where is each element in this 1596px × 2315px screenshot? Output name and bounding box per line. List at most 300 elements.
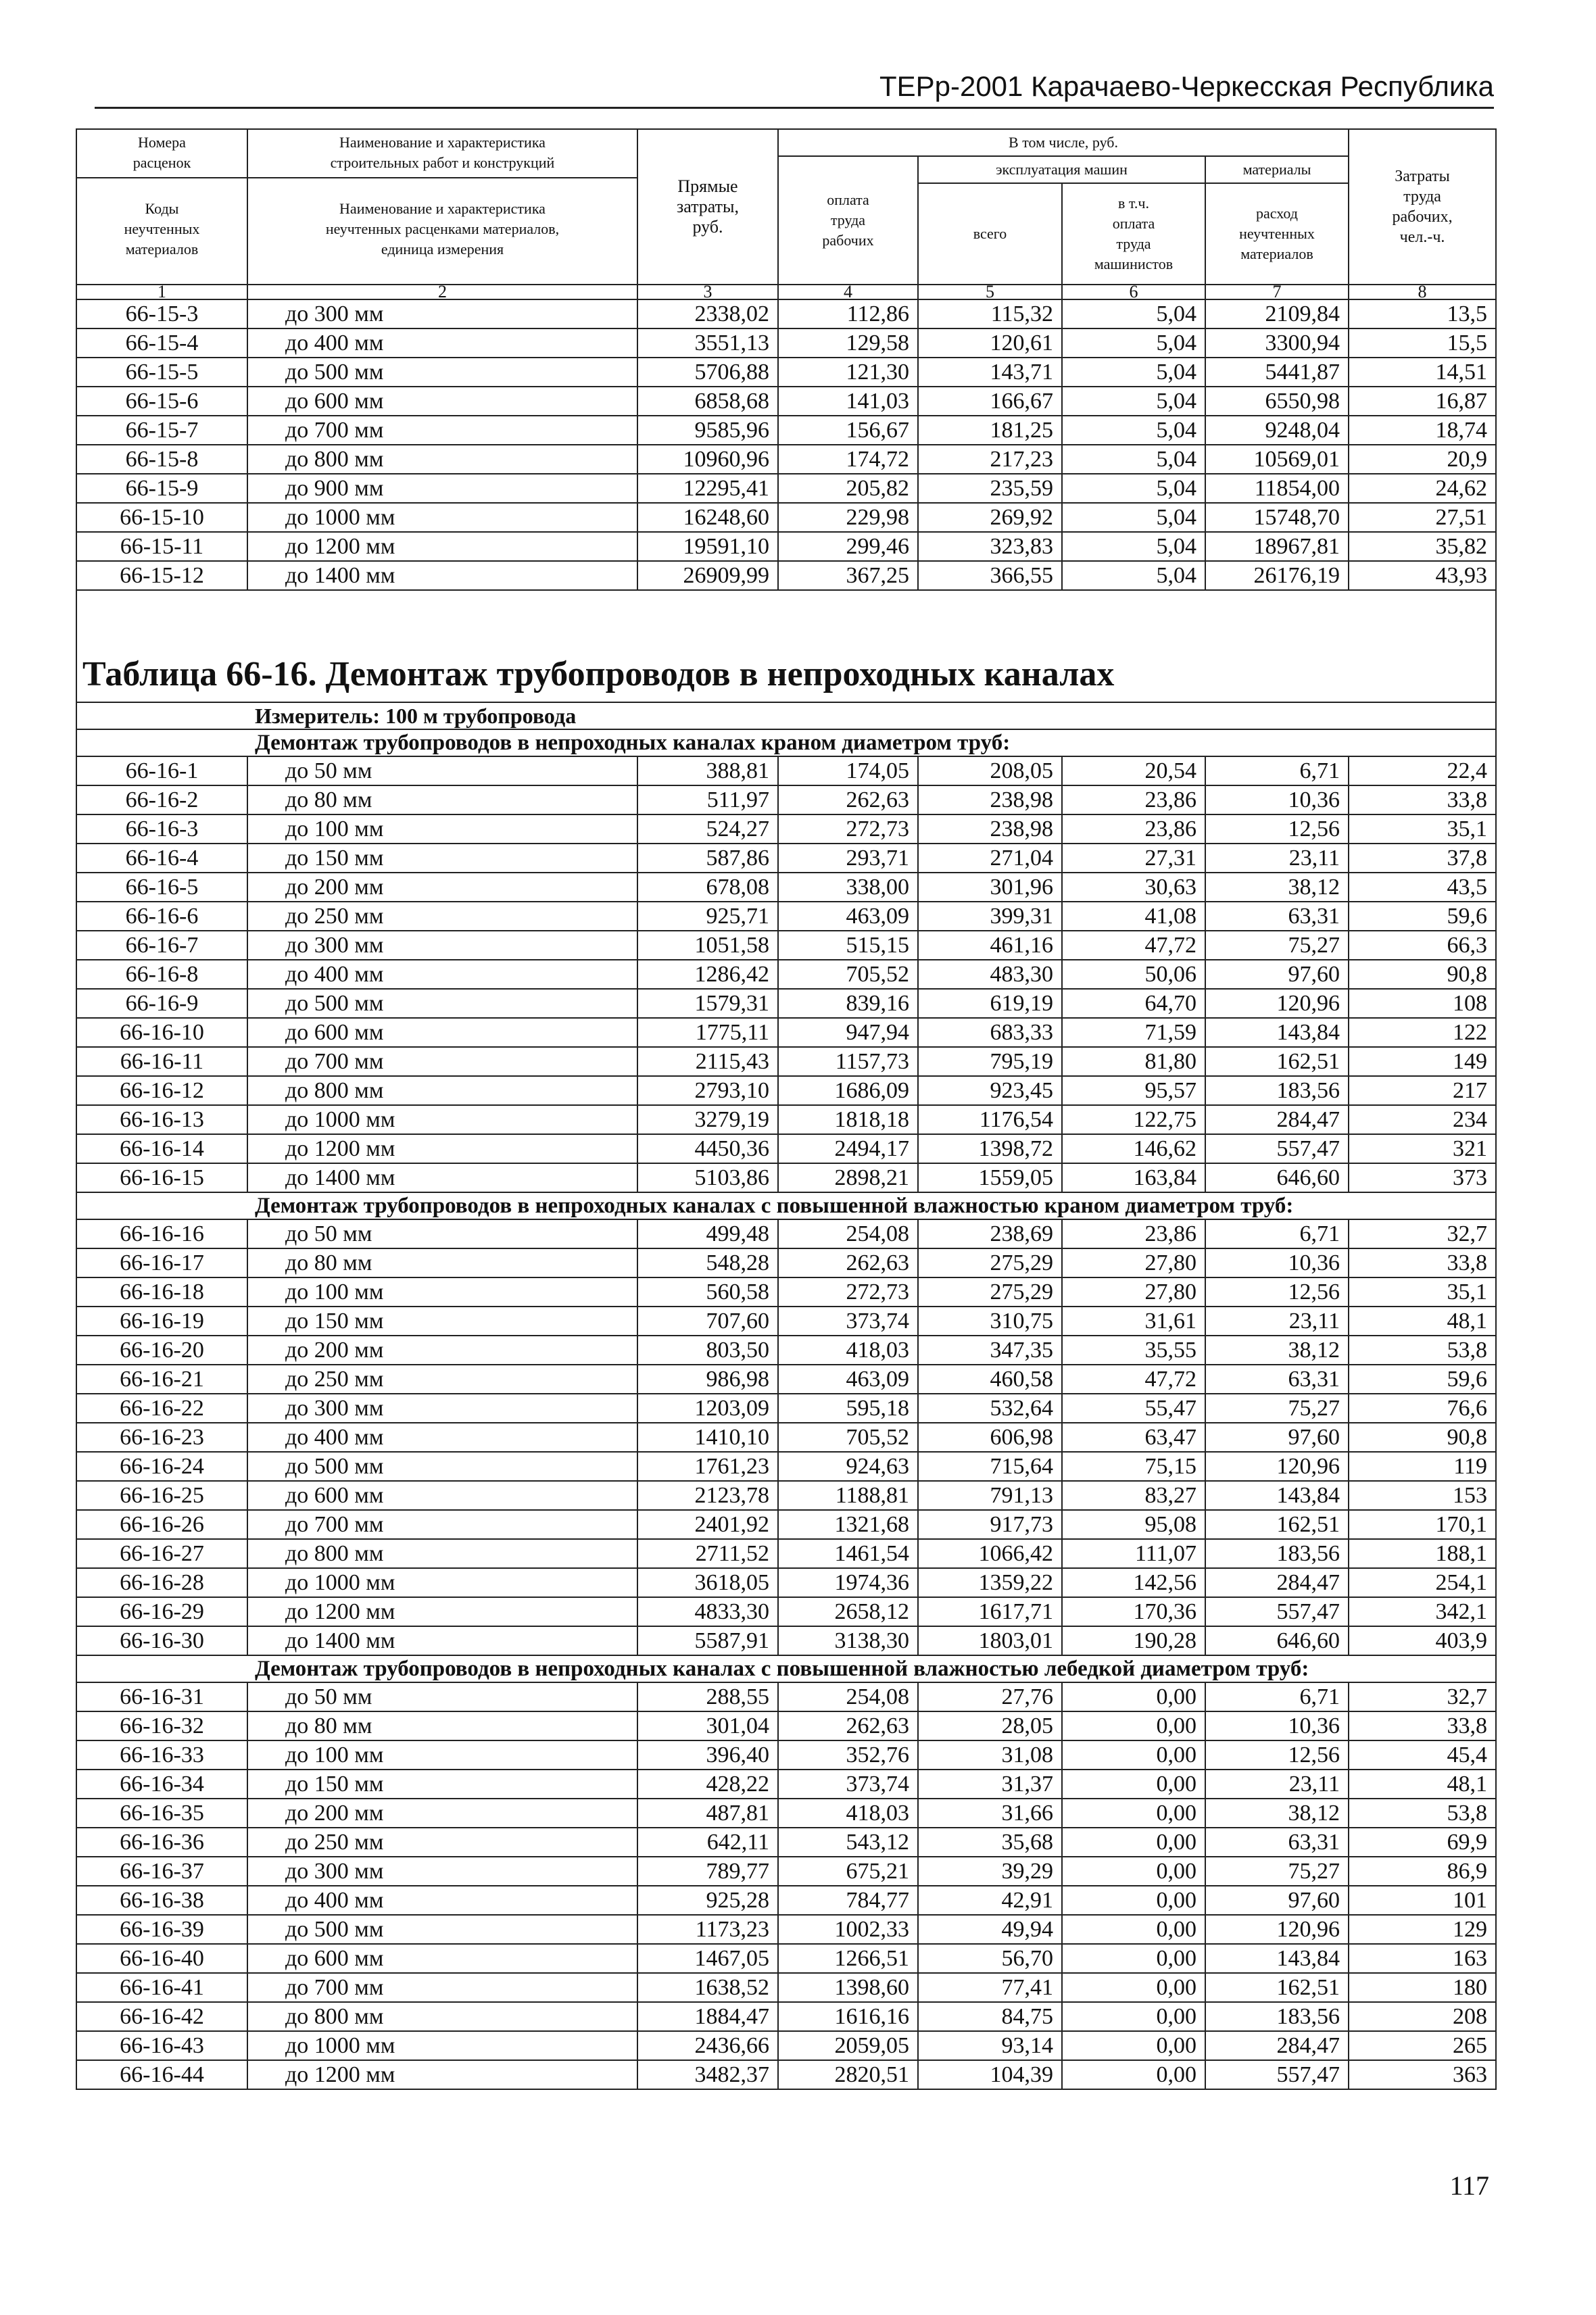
table-cell: 0,00 bbox=[1062, 1682, 1205, 1711]
table-row bbox=[76, 299, 1496, 328]
table-cell: 162,51 bbox=[1205, 1973, 1349, 2002]
table-cell: 284,47 bbox=[1205, 1568, 1349, 1597]
table-cell: 31,37 bbox=[918, 1770, 1062, 1799]
table-cell: 76,6 bbox=[1349, 1394, 1496, 1423]
table-cell: 619,19 bbox=[918, 989, 1062, 1018]
table-cell: 97,60 bbox=[1205, 960, 1349, 989]
table-cell: 66-15-6 bbox=[76, 387, 247, 416]
table-cell: 1461,54 bbox=[778, 1539, 918, 1568]
table-cell: 66-15-3 bbox=[76, 299, 247, 328]
table-cell: 2109,84 bbox=[1205, 299, 1349, 328]
table-cell: 69,9 bbox=[1349, 1828, 1496, 1857]
table-cell: 156,67 bbox=[778, 416, 918, 445]
table-cell: до 1400 мм bbox=[247, 561, 637, 590]
table-cell: 1188,81 bbox=[778, 1481, 918, 1510]
section-heading-row bbox=[76, 1192, 1496, 1219]
table-cell: до 250 мм bbox=[247, 1365, 637, 1394]
table-row bbox=[76, 902, 1496, 931]
table-cell: 66-16-3 bbox=[76, 814, 247, 844]
table-row bbox=[76, 387, 1496, 416]
table-cell: 33,8 bbox=[1349, 785, 1496, 814]
table-cell: 1051,58 bbox=[637, 931, 778, 960]
table-cell: 1579,31 bbox=[637, 989, 778, 1018]
table-cell: 42,91 bbox=[918, 1886, 1062, 1915]
table-cell: 5,04 bbox=[1062, 474, 1205, 503]
header-labor-cost: Затраты труда рабочих, чел.-ч. bbox=[1349, 129, 1496, 285]
table-row bbox=[76, 1626, 1496, 1655]
table-cell: 66-15-10 bbox=[76, 503, 247, 532]
table-row bbox=[76, 960, 1496, 989]
table-cell: 101 bbox=[1349, 1886, 1496, 1915]
table-cell: 108 bbox=[1349, 989, 1496, 1018]
table-cell: до 150 мм bbox=[247, 844, 637, 873]
table-cell: до 600 мм bbox=[247, 1481, 637, 1510]
table-cell: 5,04 bbox=[1062, 328, 1205, 358]
table-cell: до 1000 мм bbox=[247, 2031, 637, 2060]
table-cell: 66-15-8 bbox=[76, 445, 247, 474]
table-cell: 162,51 bbox=[1205, 1510, 1349, 1539]
table-cell: 9585,96 bbox=[637, 416, 778, 445]
table-row bbox=[76, 2060, 1496, 2089]
table-cell: 1559,05 bbox=[918, 1163, 1062, 1192]
table-cell: 26909,99 bbox=[637, 561, 778, 590]
measure-unit-row bbox=[76, 702, 1496, 729]
table-cell: 272,73 bbox=[778, 814, 918, 844]
table-cell: 208 bbox=[1349, 2002, 1496, 2031]
table-cell: 66-16-17 bbox=[76, 1248, 247, 1277]
table-cell: до 1400 мм bbox=[247, 1163, 637, 1192]
table-cell: 66-16-18 bbox=[76, 1277, 247, 1307]
table-cell: 5,04 bbox=[1062, 416, 1205, 445]
table-cell: 31,08 bbox=[918, 1740, 1062, 1770]
table-cell: 93,14 bbox=[918, 2031, 1062, 2060]
section-heading: Демонтаж трубопроводов в непроходных каналах с повышенной влажностью лебедкой диаметром труб: bbox=[76, 1655, 1496, 1682]
table-cell: 0,00 bbox=[1062, 2002, 1205, 2031]
table-cell: 925,28 bbox=[637, 1886, 778, 1915]
table-cell: 66-16-36 bbox=[76, 1828, 247, 1857]
table-cell: 66-16-16 bbox=[76, 1219, 247, 1248]
table-cell: до 400 мм bbox=[247, 960, 637, 989]
table-cell: 66-16-1 bbox=[76, 756, 247, 785]
table-cell: 66-16-39 bbox=[76, 1915, 247, 1944]
table-cell: 45,4 bbox=[1349, 1740, 1496, 1770]
table-cell: 66-16-6 bbox=[76, 902, 247, 931]
table-cell: 66-16-38 bbox=[76, 1886, 247, 1915]
table-cell: до 250 мм bbox=[247, 902, 637, 931]
table-cell: до 500 мм bbox=[247, 358, 637, 387]
table-row bbox=[76, 1134, 1496, 1163]
table-cell: 924,63 bbox=[778, 1452, 918, 1481]
table-cell: 347,35 bbox=[918, 1336, 1062, 1365]
table-row bbox=[76, 358, 1496, 387]
table-row bbox=[76, 931, 1496, 960]
table-cell: 30,63 bbox=[1062, 873, 1205, 902]
table-cell: 12,56 bbox=[1205, 814, 1349, 844]
table-cell: 3618,05 bbox=[637, 1568, 778, 1597]
table-cell: 33,8 bbox=[1349, 1248, 1496, 1277]
table-cell: 66-16-7 bbox=[76, 931, 247, 960]
table-cell: 111,07 bbox=[1062, 1539, 1205, 1568]
table-cell: 5103,86 bbox=[637, 1163, 778, 1192]
table-cell: 1066,42 bbox=[918, 1539, 1062, 1568]
table-row bbox=[76, 873, 1496, 902]
table-cell: до 300 мм bbox=[247, 1394, 637, 1423]
table-cell: 460,58 bbox=[918, 1365, 1062, 1394]
table-cell: 784,77 bbox=[778, 1886, 918, 1915]
table-cell: 299,46 bbox=[778, 532, 918, 561]
table-cell: 675,21 bbox=[778, 1857, 918, 1886]
table-cell: 120,96 bbox=[1205, 1452, 1349, 1481]
table-cell: 543,12 bbox=[778, 1828, 918, 1857]
table-cell: 1616,16 bbox=[778, 2002, 918, 2031]
table-cell: 59,6 bbox=[1349, 1365, 1496, 1394]
table-cell: 35,1 bbox=[1349, 1277, 1496, 1307]
table-cell: 32,7 bbox=[1349, 1219, 1496, 1248]
table-cell: 143,71 bbox=[918, 358, 1062, 387]
table-row bbox=[76, 1857, 1496, 1886]
table-cell: 2820,51 bbox=[778, 2060, 918, 2089]
table-cell: 5,04 bbox=[1062, 358, 1205, 387]
table-cell: 301,04 bbox=[637, 1711, 778, 1740]
table-cell: 13,5 bbox=[1349, 299, 1496, 328]
table-cell: до 800 мм bbox=[247, 2002, 637, 2031]
header-codes: Номера расценок Коды неучтенных материалов bbox=[76, 129, 247, 285]
table-cell: 10569,01 bbox=[1205, 445, 1349, 474]
table-cell: до 250 мм bbox=[247, 1828, 637, 1857]
table-cell: 483,30 bbox=[918, 960, 1062, 989]
table-cell: 683,33 bbox=[918, 1018, 1062, 1047]
table-cell: 284,47 bbox=[1205, 2031, 1349, 2060]
table-cell: 112,86 bbox=[778, 299, 918, 328]
table-cell: 33,8 bbox=[1349, 1711, 1496, 1740]
table-cell: до 1000 мм bbox=[247, 503, 637, 532]
table-cell: 5441,87 bbox=[1205, 358, 1349, 387]
table-cell: до 200 мм bbox=[247, 1336, 637, 1365]
table-cell: до 700 мм bbox=[247, 1973, 637, 2002]
table-cell: 38,12 bbox=[1205, 1799, 1349, 1828]
table-cell: 271,04 bbox=[918, 844, 1062, 873]
table-cell: 234 bbox=[1349, 1105, 1496, 1134]
section-heading-row bbox=[76, 1655, 1496, 1682]
table-cell: 180 bbox=[1349, 1973, 1496, 2002]
table-cell: 10,36 bbox=[1205, 1711, 1349, 1740]
table-cell: 95,57 bbox=[1062, 1076, 1205, 1105]
table-cell: 646,60 bbox=[1205, 1626, 1349, 1655]
table-row bbox=[76, 1740, 1496, 1770]
table-cell: 22,4 bbox=[1349, 756, 1496, 785]
table-cell: 418,03 bbox=[778, 1799, 918, 1828]
table-cell: 146,62 bbox=[1062, 1134, 1205, 1163]
table-cell: 323,83 bbox=[918, 532, 1062, 561]
document-title: ТЕРр-2001 Карачаево-Черкесская Республика bbox=[879, 70, 1494, 102]
table-cell: до 600 мм bbox=[247, 387, 637, 416]
table-cell: 66-16-14 bbox=[76, 1134, 247, 1163]
table-cell: 2898,21 bbox=[778, 1163, 918, 1192]
table-cell: 66-16-23 bbox=[76, 1423, 247, 1452]
table-cell: 24,62 bbox=[1349, 474, 1496, 503]
table-cell: 2059,05 bbox=[778, 2031, 918, 2060]
table-cell: до 50 мм bbox=[247, 756, 637, 785]
table-cell: 35,68 bbox=[918, 1828, 1062, 1857]
table-cell: 5,04 bbox=[1062, 387, 1205, 416]
table-cell: 66-16-2 bbox=[76, 785, 247, 814]
table-cell: 2711,52 bbox=[637, 1539, 778, 1568]
table-cell: 66-16-31 bbox=[76, 1682, 247, 1711]
table-cell: 10,36 bbox=[1205, 785, 1349, 814]
table-cell: до 1200 мм bbox=[247, 2060, 637, 2089]
table-cell: до 700 мм bbox=[247, 1510, 637, 1539]
table-cell: 84,75 bbox=[918, 2002, 1062, 2031]
table-cell: 272,73 bbox=[778, 1277, 918, 1307]
table-cell: 23,86 bbox=[1062, 814, 1205, 844]
table-cell: 499,48 bbox=[637, 1219, 778, 1248]
table-cell: 1467,05 bbox=[637, 1944, 778, 1973]
table-row bbox=[76, 532, 1496, 561]
table-cell: 707,60 bbox=[637, 1307, 778, 1336]
table-cell: 705,52 bbox=[778, 1423, 918, 1452]
table-cell: 418,03 bbox=[778, 1336, 918, 1365]
table-row bbox=[76, 1682, 1496, 1711]
section-heading-row bbox=[76, 729, 1496, 756]
table-cell: 1321,68 bbox=[778, 1510, 918, 1539]
table-cell: 129 bbox=[1349, 1915, 1496, 1944]
table-cell: до 100 мм bbox=[247, 814, 637, 844]
table-cell: до 1200 мм bbox=[247, 1597, 637, 1626]
table-cell: до 50 мм bbox=[247, 1682, 637, 1711]
table-cell: 262,63 bbox=[778, 1711, 918, 1740]
table-cell: 97,60 bbox=[1205, 1886, 1349, 1915]
table-cell: до 1400 мм bbox=[247, 1626, 637, 1655]
table-cell: 1398,72 bbox=[918, 1134, 1062, 1163]
table-cell: 10960,96 bbox=[637, 445, 778, 474]
table-cell: до 400 мм bbox=[247, 1886, 637, 1915]
table-cell: 705,52 bbox=[778, 960, 918, 989]
table-cell: 524,27 bbox=[637, 814, 778, 844]
table-cell: 66-16-20 bbox=[76, 1336, 247, 1365]
table-cell: 16248,60 bbox=[637, 503, 778, 532]
table-cell: 403,9 bbox=[1349, 1626, 1496, 1655]
table-cell: 3482,37 bbox=[637, 2060, 778, 2089]
table-cell: 53,8 bbox=[1349, 1336, 1496, 1365]
header-name: Наименование и характеристика строительных работ и конструкций Наименование и характеристика неучтенных расценками материалов, единица измерения bbox=[247, 129, 637, 285]
table-cell: 90,8 bbox=[1349, 960, 1496, 989]
table-cell: 66-15-5 bbox=[76, 358, 247, 387]
table-cell: 64,70 bbox=[1062, 989, 1205, 1018]
table-cell: 262,63 bbox=[778, 1248, 918, 1277]
table-cell: 143,84 bbox=[1205, 1018, 1349, 1047]
table-cell: 19591,10 bbox=[637, 532, 778, 561]
table-cell: 23,11 bbox=[1205, 1307, 1349, 1336]
table-cell: 75,27 bbox=[1205, 931, 1349, 960]
table-cell: 10,36 bbox=[1205, 1248, 1349, 1277]
table-cell: 66-16-22 bbox=[76, 1394, 247, 1423]
table-cell: 63,31 bbox=[1205, 1828, 1349, 1857]
table-cell: 2401,92 bbox=[637, 1510, 778, 1539]
table-cell: 560,58 bbox=[637, 1277, 778, 1307]
table-cell: 1761,23 bbox=[637, 1452, 778, 1481]
table-row bbox=[76, 1886, 1496, 1915]
header-machines: эксплуатация машин bbox=[918, 156, 1205, 183]
table-cell: 1775,11 bbox=[637, 1018, 778, 1047]
table-cell: 254,08 bbox=[778, 1219, 918, 1248]
table-cell: 3279,19 bbox=[637, 1105, 778, 1134]
table-cell: 606,98 bbox=[918, 1423, 1062, 1452]
table-cell: 49,94 bbox=[918, 1915, 1062, 1944]
header-labor-pay: оплата труда рабочих bbox=[778, 156, 918, 285]
table-cell: 55,47 bbox=[1062, 1394, 1205, 1423]
table-cell: 1173,23 bbox=[637, 1915, 778, 1944]
table-cell: 183,56 bbox=[1205, 1539, 1349, 1568]
table-cell: 1617,71 bbox=[918, 1597, 1062, 1626]
table-cell: 66-16-27 bbox=[76, 1539, 247, 1568]
table-cell: до 400 мм bbox=[247, 328, 637, 358]
table-row bbox=[76, 1568, 1496, 1597]
table-cell: до 1200 мм bbox=[247, 1134, 637, 1163]
table-row bbox=[76, 1105, 1496, 1134]
price-table bbox=[76, 128, 1497, 2090]
table-cell: 23,86 bbox=[1062, 785, 1205, 814]
table-cell: 275,29 bbox=[918, 1248, 1062, 1277]
table-row bbox=[76, 445, 1496, 474]
table-cell: до 500 мм bbox=[247, 1452, 637, 1481]
table-cell: 217,23 bbox=[918, 445, 1062, 474]
table-cell: 6,71 bbox=[1205, 756, 1349, 785]
table-row bbox=[76, 1770, 1496, 1799]
table-cell: 1410,10 bbox=[637, 1423, 778, 1452]
table-cell: 181,25 bbox=[918, 416, 1062, 445]
table-cell: 142,56 bbox=[1062, 1568, 1205, 1597]
table-cell: до 400 мм bbox=[247, 1423, 637, 1452]
table-cell: 95,08 bbox=[1062, 1510, 1205, 1539]
table-cell: 1974,36 bbox=[778, 1568, 918, 1597]
table-cell: 789,77 bbox=[637, 1857, 778, 1886]
table-cell: 238,98 bbox=[918, 814, 1062, 844]
table-cell: 1803,01 bbox=[918, 1626, 1062, 1655]
table-cell: 66-16-41 bbox=[76, 1973, 247, 2002]
table-cell: 0,00 bbox=[1062, 2031, 1205, 2060]
table-cell: 6,71 bbox=[1205, 1219, 1349, 1248]
table-cell: 16,87 bbox=[1349, 387, 1496, 416]
table-cell: 66-15-12 bbox=[76, 561, 247, 590]
table-cell: до 80 мм bbox=[247, 785, 637, 814]
table-cell: 1818,18 bbox=[778, 1105, 918, 1134]
header-machines-incl: в т.ч. оплата труда машинистов bbox=[1062, 183, 1205, 285]
table-cell: 174,72 bbox=[778, 445, 918, 474]
table-cell: 27,76 bbox=[918, 1682, 1062, 1711]
table-cell: 38,12 bbox=[1205, 873, 1349, 902]
table-cell: 23,86 bbox=[1062, 1219, 1205, 1248]
table-cell: 66-16-26 bbox=[76, 1510, 247, 1539]
table-cell: 2115,43 bbox=[637, 1047, 778, 1076]
table-cell: до 80 мм bbox=[247, 1248, 637, 1277]
table-row bbox=[76, 1944, 1496, 1973]
table-cell: 4450,36 bbox=[637, 1134, 778, 1163]
table-cell: 183,56 bbox=[1205, 1076, 1349, 1105]
table-cell: 66-16-44 bbox=[76, 2060, 247, 2089]
table-cell: 27,51 bbox=[1349, 503, 1496, 532]
table-cell: 947,94 bbox=[778, 1018, 918, 1047]
table-cell: 2436,66 bbox=[637, 2031, 778, 2060]
table-row bbox=[76, 1828, 1496, 1857]
section-heading: Демонтаж трубопроводов в непроходных каналах с повышенной влажностью краном диаметром труб: bbox=[76, 1192, 1496, 1219]
table-cell: до 1000 мм bbox=[247, 1568, 637, 1597]
table-cell: 208,05 bbox=[918, 756, 1062, 785]
table-cell: 1203,09 bbox=[637, 1394, 778, 1423]
table-cell: до 200 мм bbox=[247, 1799, 637, 1828]
table-cell: до 300 мм bbox=[247, 1857, 637, 1886]
table-header bbox=[76, 129, 1496, 299]
table-cell: 81,80 bbox=[1062, 1047, 1205, 1076]
table-body bbox=[76, 299, 1496, 2089]
table-cell: 532,64 bbox=[918, 1394, 1062, 1423]
table-cell: 301,96 bbox=[918, 873, 1062, 902]
table-cell: 35,1 bbox=[1349, 814, 1496, 844]
table-cell: 66-16-42 bbox=[76, 2002, 247, 2031]
table-cell: 66-16-9 bbox=[76, 989, 247, 1018]
table-cell: 803,50 bbox=[637, 1336, 778, 1365]
table-cell: 2793,10 bbox=[637, 1076, 778, 1105]
table-cell: 129,58 bbox=[778, 328, 918, 358]
table-cell: 678,08 bbox=[637, 873, 778, 902]
table-cell: 66-16-8 bbox=[76, 960, 247, 989]
table-cell: 66,3 bbox=[1349, 931, 1496, 960]
table-cell: 66-16-15 bbox=[76, 1163, 247, 1192]
table-cell: до 800 мм bbox=[247, 1539, 637, 1568]
table-cell: 166,67 bbox=[918, 387, 1062, 416]
table-cell: 791,13 bbox=[918, 1481, 1062, 1510]
table-cell: 47,72 bbox=[1062, 931, 1205, 960]
table-cell: 20,9 bbox=[1349, 445, 1496, 474]
table-row bbox=[76, 844, 1496, 873]
table-cell: 487,81 bbox=[637, 1799, 778, 1828]
table-cell: до 200 мм bbox=[247, 873, 637, 902]
table-cell: до 600 мм bbox=[247, 1018, 637, 1047]
table-cell: 66-16-28 bbox=[76, 1568, 247, 1597]
table-cell: 66-16-30 bbox=[76, 1626, 247, 1655]
column-numbers-row: 1 2 3 4 5 6 7 8 bbox=[76, 285, 1496, 299]
table-cell: 235,59 bbox=[918, 474, 1062, 503]
table-cell: 373,74 bbox=[778, 1307, 918, 1336]
table-cell: 5,04 bbox=[1062, 299, 1205, 328]
table-cell: 587,86 bbox=[637, 844, 778, 873]
table-cell: 0,00 bbox=[1062, 1711, 1205, 1740]
table-cell: 366,55 bbox=[918, 561, 1062, 590]
table-row bbox=[76, 1047, 1496, 1076]
header-machines-total: всего bbox=[918, 183, 1062, 285]
table-cell: 122 bbox=[1349, 1018, 1496, 1047]
table-cell: 284,47 bbox=[1205, 1105, 1349, 1134]
table-cell: 269,92 bbox=[918, 503, 1062, 532]
table-row bbox=[76, 561, 1496, 590]
table-cell: 262,63 bbox=[778, 785, 918, 814]
table-title: Таблица 66-16. Демонтаж трубопроводов в непроходных каналах bbox=[76, 590, 1496, 702]
table-cell: 121,30 bbox=[778, 358, 918, 387]
table-cell: 66-16-11 bbox=[76, 1047, 247, 1076]
table-cell: до 150 мм bbox=[247, 1307, 637, 1336]
table-row bbox=[76, 1163, 1496, 1192]
table-cell: 986,98 bbox=[637, 1365, 778, 1394]
table-cell: до 500 мм bbox=[247, 1915, 637, 1944]
table-cell: 66-16-13 bbox=[76, 1105, 247, 1134]
table-cell: 0,00 bbox=[1062, 1944, 1205, 1973]
table-cell: 71,59 bbox=[1062, 1018, 1205, 1047]
table-cell: 557,47 bbox=[1205, 2060, 1349, 2089]
table-row bbox=[76, 1799, 1496, 1828]
table-cell: 28,05 bbox=[918, 1711, 1062, 1740]
table-cell: 66-15-7 bbox=[76, 416, 247, 445]
table-cell: 32,7 bbox=[1349, 1682, 1496, 1711]
table-cell: 399,31 bbox=[918, 902, 1062, 931]
